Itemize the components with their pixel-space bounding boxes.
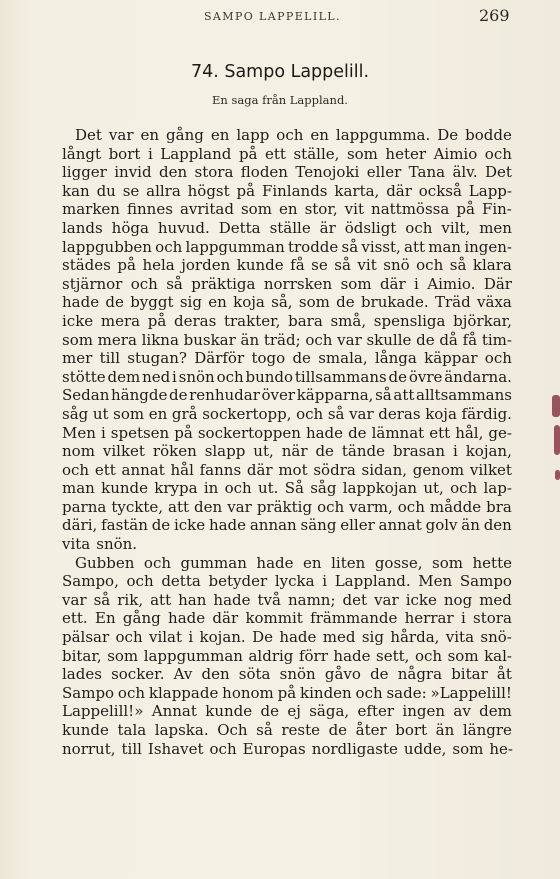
text-line: lappgubben och lappgumman trodde så visst, att man ingen-	[62, 237, 512, 256]
text-line: och ett annat hål fanns där mot södra sidan, genom vilket	[62, 460, 512, 479]
text-line: bitar, som lappgumman aldrig förr hade sett, och som kal-	[62, 646, 512, 665]
text-line: nom vilket röken slapp ut, när de tände brasan i kojan,	[62, 442, 512, 461]
text-line: parna tyckte, att den var präktig och varm, och mådde bra	[62, 497, 512, 516]
ink-smudge-decoration	[552, 395, 560, 417]
text-line: mer till stugan? Därför togo de smala, långa käppar och	[62, 349, 512, 368]
chapter-subtitle: En saga från Lappland.	[212, 93, 348, 107]
page-number: 269	[479, 6, 510, 25]
text-line: Sedan hängde de renhudar över käpparna, så att alltsammans	[62, 386, 512, 405]
text-line: norrut, till Ishavet och Europas nordligaste udde, som he-	[62, 739, 513, 758]
running-head: SAMPO LAPPELILL.	[204, 10, 341, 23]
text-line: kunde tala lapska. Och så reste de åter bort än längre	[62, 721, 512, 739]
text-line: stötte dem ned i snön och bundo tillsammans de övre ändarna.	[62, 367, 512, 386]
ink-smudge-decoration	[555, 470, 560, 480]
text-line: man kunde krypa in och ut. Så såg lappkojan ut, och lap-	[62, 479, 512, 498]
text-line: marken finnes avritad som en stor, vit nattmössa på Fin-	[62, 200, 512, 219]
text-line: Lappelill!» Annat kunde de ej säga, efter ingen av dem	[62, 702, 512, 721]
text-line: däri, fastän de icke hade annan säng eller annat golv än den	[62, 516, 512, 535]
text-line: Sampo och klappade honom på kinden och sade: »Lappelill!	[62, 683, 512, 702]
text-line: pälsar och vilat i kojan. De hade med sig hårda, vita snö-	[62, 628, 512, 647]
text-line: Det var en gång en lapp och en lappgumma. De bodde	[75, 126, 512, 144]
text-line: Gubben och gumman hade en liten gosse, som hette	[75, 553, 512, 572]
chapter-title: 74. Sampo Lappelill.	[190, 62, 370, 82]
text-line: som mera likna buskar än träd; och var skulle de då få tim-	[62, 330, 512, 349]
text-line: var så rik, att han hade två namn; det var icke nog med	[62, 590, 512, 609]
text-line: lands höga huvud. Detta ställe är ödsligt och vilt, men	[62, 218, 512, 237]
story-text	[62, 126, 512, 758]
text-line: icke mera på deras trakter, bara små, spensliga björkar,	[62, 311, 512, 330]
text-line: kan du se allra högst på Finlands karta, där också Lapp-	[62, 181, 512, 200]
text-line: vita snön.	[62, 535, 138, 554]
text-line: Men i spetsen på sockertoppen hade de lämnat ett hål, ge-	[62, 423, 512, 442]
text-line: ligger invid den stora floden Tenojoki eller Tana älv. Det	[62, 163, 512, 182]
ink-smudge-decoration	[554, 425, 560, 455]
text-line: såg ut som en grå sockertopp, och så var deras koja färdig.	[62, 404, 512, 423]
text-line: stjärnor och så präktiga norrsken som där i Aimio. Där	[62, 274, 512, 293]
text-line: Sampo, och detta betyder lycka i Lappland. Men Sampo	[62, 572, 512, 591]
text-line: städes på hela jorden kunde få se så vit snö och så klara	[62, 256, 512, 275]
text-line: ett. En gång hade där kommit främmande herrar i stora	[62, 609, 512, 628]
text-line: lades socker. Av den söta snön gåvo de några bitar åt	[62, 665, 512, 684]
text-line: hade de byggt sig en koja så, som de brukade. Träd växa	[62, 293, 512, 312]
text-line: långt bort i Lappland på ett ställe, som heter Aimio och	[62, 144, 512, 163]
